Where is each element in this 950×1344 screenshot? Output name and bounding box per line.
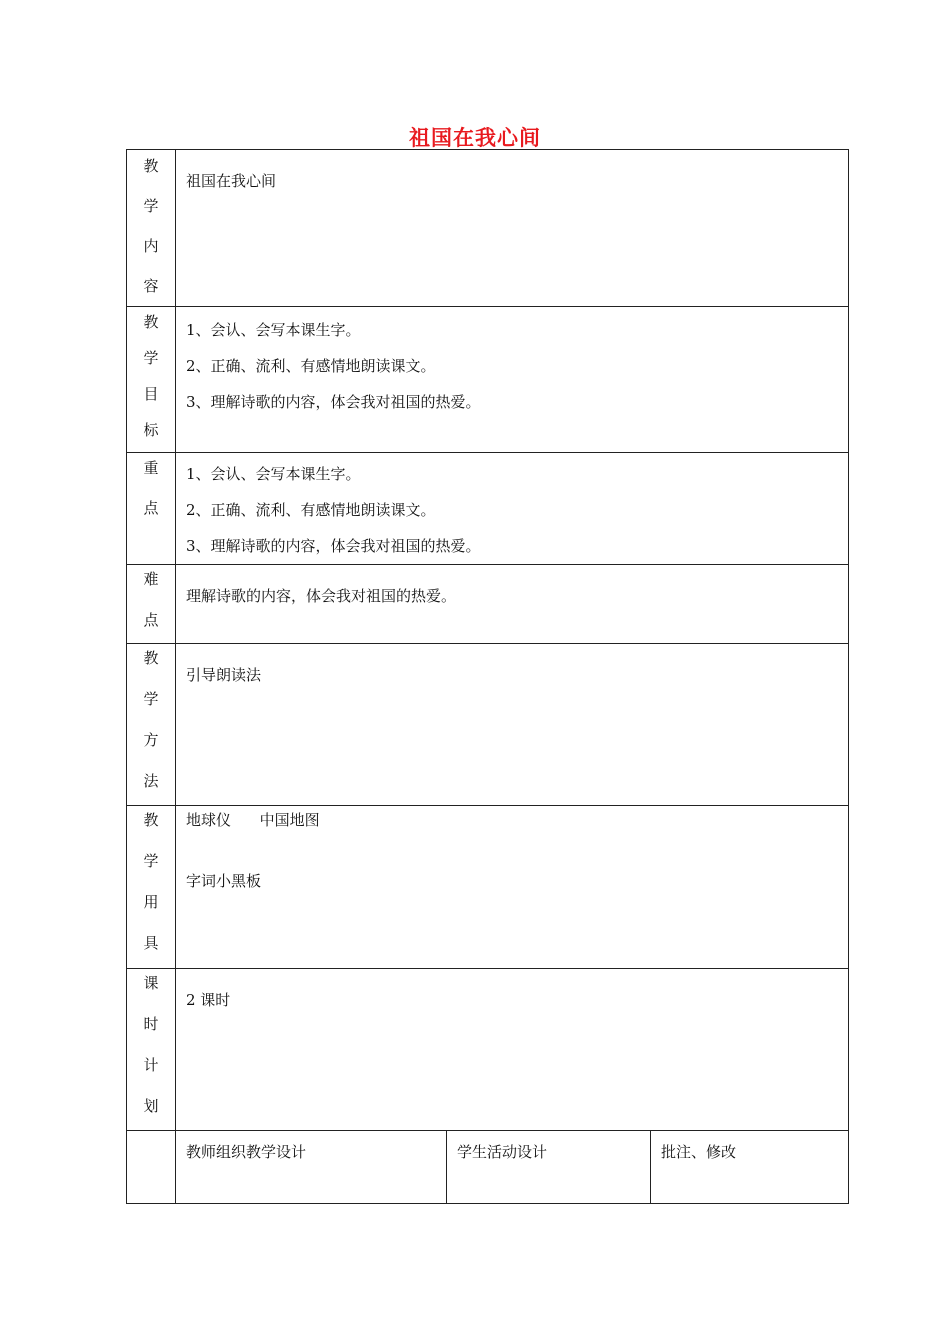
content-line: 2、正确、流利、有感情地朗读课文。 bbox=[186, 501, 436, 519]
content-line: 引导朗读法 bbox=[186, 666, 262, 684]
row-label: 教 学 方 法 bbox=[127, 644, 176, 806]
row-content bbox=[176, 453, 849, 565]
row-label: 难 点 bbox=[127, 565, 176, 644]
row-content bbox=[176, 969, 849, 1131]
row-teaching-method bbox=[127, 644, 849, 806]
content-line: 祖国在我心间 bbox=[186, 172, 277, 190]
content-line: 2 课时 bbox=[186, 991, 231, 1009]
teacher-design-header: 教师组织教学设计 bbox=[176, 1131, 447, 1204]
content-line: 2、正确、流利、有感情地朗读课文。 bbox=[186, 357, 436, 375]
content-line: 1、会认、会写本课生字。 bbox=[186, 321, 361, 339]
row-content bbox=[176, 806, 849, 969]
row-label: 教 学 内 容 bbox=[127, 150, 176, 307]
annotation-header: 批注、修改 bbox=[651, 1131, 849, 1204]
row-teaching-goals bbox=[127, 307, 849, 453]
content-line: 3、理解诗歌的内容，体会我对祖国的热爱。 bbox=[186, 537, 481, 555]
row-label: 重 点 bbox=[127, 453, 176, 565]
content-line: 3、理解诗歌的内容，体会我对祖国的热爱。 bbox=[186, 393, 481, 411]
row-design-header bbox=[127, 1131, 849, 1204]
content-line: 字词小黑板 bbox=[186, 872, 262, 890]
lesson-plan-table bbox=[126, 149, 849, 1204]
student-activity-header: 学生活动设计 bbox=[447, 1131, 651, 1204]
row-label: 教 学 目 标 bbox=[127, 307, 176, 453]
row-content bbox=[176, 644, 849, 806]
content-line: 地球仪 中国地图 bbox=[186, 811, 320, 829]
row-teaching-content bbox=[127, 150, 849, 307]
row-label: 课 时 计 划 bbox=[127, 969, 176, 1131]
row-key-points bbox=[127, 453, 849, 565]
row-teaching-tools bbox=[127, 806, 849, 969]
document-title: 祖国在我心间 bbox=[409, 126, 541, 150]
row-difficult-points bbox=[127, 565, 849, 644]
row-content bbox=[176, 565, 849, 644]
row-content bbox=[176, 150, 849, 307]
content-line: 理解诗歌的内容，体会我对祖国的热爱。 bbox=[186, 587, 457, 605]
row-lesson-hours bbox=[127, 969, 849, 1131]
row-label: 教 学 用 具 bbox=[127, 806, 176, 969]
row-label-empty bbox=[127, 1131, 176, 1204]
content-line: 1、会认、会写本课生字。 bbox=[186, 465, 361, 483]
row-content bbox=[176, 307, 849, 453]
